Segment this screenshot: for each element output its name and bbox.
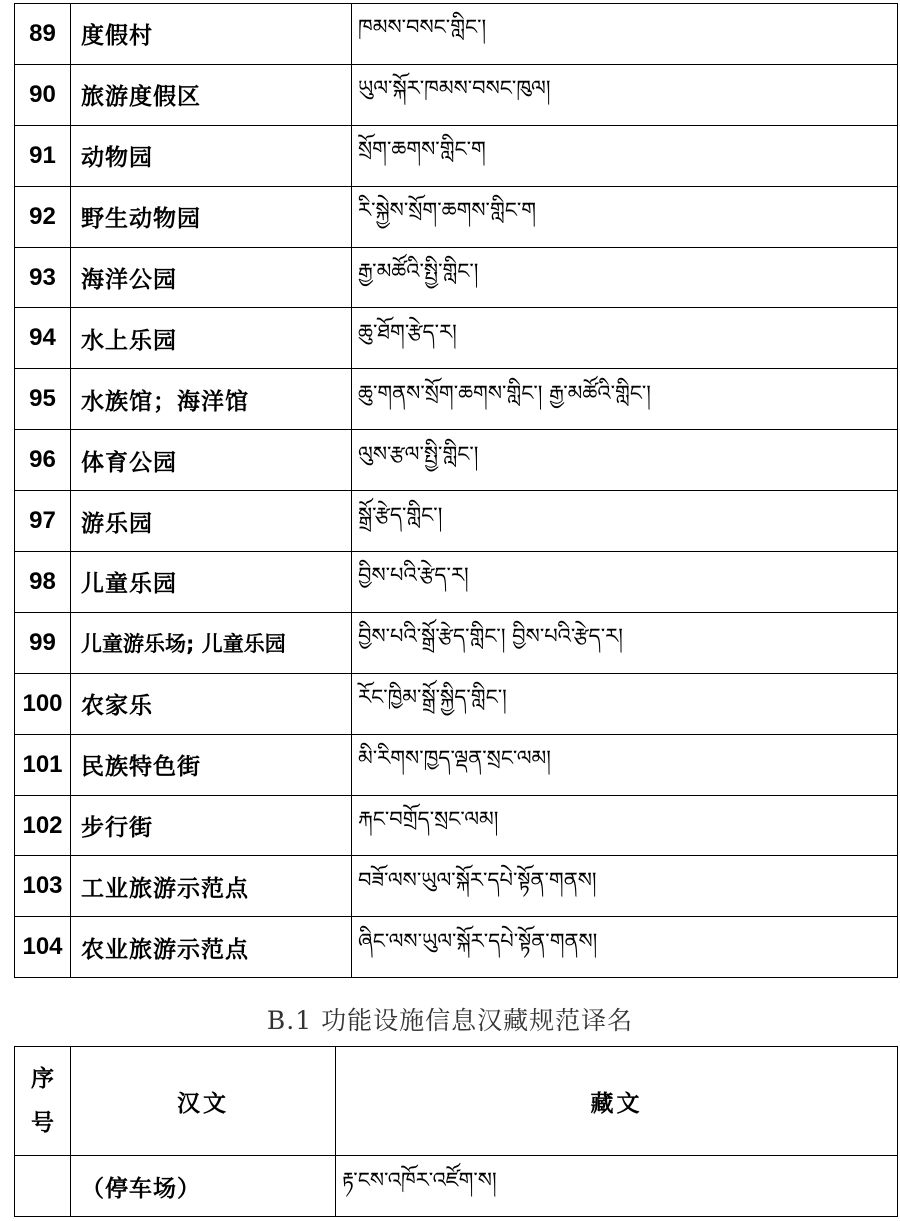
table-row xyxy=(15,247,898,308)
row-number: 103 xyxy=(15,856,71,917)
chinese-term: 野生动物园 xyxy=(71,186,352,247)
tibetan-term: རྟ་ངས་འཁོར་འཛོག་ས། xyxy=(336,1156,898,1217)
tibetan-term: ཆུ་གནས་སྲོག་ཆགས་གླིང་། རྒྱ་མཚོའི་གླིང་། xyxy=(352,369,898,430)
tibetan-term: བྱིས་པའི་སྒྲོ་རྩེད་གླིང་། བྱིས་པའི་རྩེད་ར། xyxy=(352,612,898,673)
table-row xyxy=(15,673,898,734)
header-tibetan: 藏文 xyxy=(336,1047,898,1156)
chinese-term: 儿童游乐场; 儿童乐园 xyxy=(71,612,352,673)
chinese-term: 体育公园 xyxy=(71,430,352,491)
table-row xyxy=(15,308,898,369)
row-number: 104 xyxy=(15,917,71,978)
chinese-term: 工业旅游示范点 xyxy=(71,856,352,917)
table-row xyxy=(15,917,898,978)
tibetan-term: སྒྲོ་རྩེད་གླིང་། xyxy=(352,491,898,552)
table-row xyxy=(15,734,898,795)
tibetan-term: ཆུ་ཐོག་རྩེད་ར། xyxy=(352,308,898,369)
tibetan-term: རོང་ཁྱིམ་སྒྲོ་སྐྱིད་གླིང་། xyxy=(352,673,898,734)
tibetan-term: སྲོག་ཆགས་གླིང་ག xyxy=(352,125,898,186)
chinese-term: （停车场） xyxy=(71,1156,336,1217)
row-number: 100 xyxy=(15,673,71,734)
header-seq-bottom: 号 xyxy=(31,1110,54,1136)
header-chinese: 汉文 xyxy=(71,1047,336,1156)
table-row xyxy=(15,125,898,186)
row-number xyxy=(15,1156,71,1217)
chinese-term: 游乐园 xyxy=(71,491,352,552)
row-number: 94 xyxy=(15,308,71,369)
table-row xyxy=(15,612,898,673)
header-seq xyxy=(15,1047,71,1156)
chinese-term: 农业旅游示范点 xyxy=(71,917,352,978)
glossary-table-bottom-body xyxy=(15,1047,898,1217)
tibetan-term: ལུས་རྩལ་སྤྱི་གླིང་། xyxy=(352,430,898,491)
row-number: 91 xyxy=(15,125,71,186)
glossary-table-bottom xyxy=(14,1046,898,1217)
row-number: 99 xyxy=(15,612,71,673)
table-row xyxy=(15,4,898,65)
tibetan-term: བཟོ་ལས་ཡུལ་སྐོར་དཔེ་སྟོན་གནས། xyxy=(352,856,898,917)
chinese-term: 水上乐园 xyxy=(71,308,352,369)
table-row xyxy=(15,491,898,552)
table-row xyxy=(15,856,898,917)
row-number: 101 xyxy=(15,734,71,795)
table-header-row xyxy=(15,1047,898,1156)
row-number: 98 xyxy=(15,552,71,613)
chinese-term: 海洋公园 xyxy=(71,247,352,308)
tibetan-term: བྱིས་པའི་རྩེད་ར། xyxy=(352,552,898,613)
table-caption: B.1 功能设施信息汉藏规范译名 xyxy=(266,1006,634,1035)
chinese-term: 动物园 xyxy=(71,125,352,186)
table-row xyxy=(15,186,898,247)
table-row xyxy=(15,795,898,856)
row-number: 97 xyxy=(15,491,71,552)
row-number: 96 xyxy=(15,430,71,491)
chinese-term: 旅游度假区 xyxy=(71,64,352,125)
chinese-term: 农家乐 xyxy=(71,673,352,734)
chinese-term: 民族特色街 xyxy=(71,734,352,795)
table-row xyxy=(15,552,898,613)
row-number: 92 xyxy=(15,186,71,247)
table-row xyxy=(15,1156,898,1217)
table-row xyxy=(15,64,898,125)
tibetan-term: ཞིང་ལས་ཡུལ་སྐོར་དཔེ་སྟོན་གནས། xyxy=(352,917,898,978)
row-number: 90 xyxy=(15,64,71,125)
table-row xyxy=(15,430,898,491)
chinese-term: 度假村 xyxy=(71,4,352,65)
tibetan-term: རྒྱ་མཚོའི་སྤྱི་གླིང་། xyxy=(352,247,898,308)
tibetan-term: ཁམས་བསང་གླིང་། xyxy=(352,4,898,65)
chinese-term: 儿童乐园 xyxy=(71,552,352,613)
chinese-term: 步行街 xyxy=(71,795,352,856)
glossary-table-top xyxy=(14,3,898,978)
glossary-table-top-body xyxy=(15,4,898,978)
row-number: 89 xyxy=(15,4,71,65)
tibetan-term: མི་རིགས་ཁྱད་ལྡན་སྲང་ལམ། xyxy=(352,734,898,795)
row-number: 95 xyxy=(15,369,71,430)
table-row xyxy=(15,369,898,430)
tibetan-term: ཡུལ་སྐོར་ཁམས་བསང་ཁུལ། xyxy=(352,64,898,125)
chinese-term: 水族馆；海洋馆 xyxy=(71,369,352,430)
row-number: 102 xyxy=(15,795,71,856)
tibetan-term: རྐང་བགྲོད་སྲང་ལམ། xyxy=(352,795,898,856)
tibetan-term: རི་སྐྱེས་སྲོག་ཆགས་གླིང་ག xyxy=(352,186,898,247)
header-seq-top: 序 xyxy=(31,1066,54,1092)
row-number: 93 xyxy=(15,247,71,308)
